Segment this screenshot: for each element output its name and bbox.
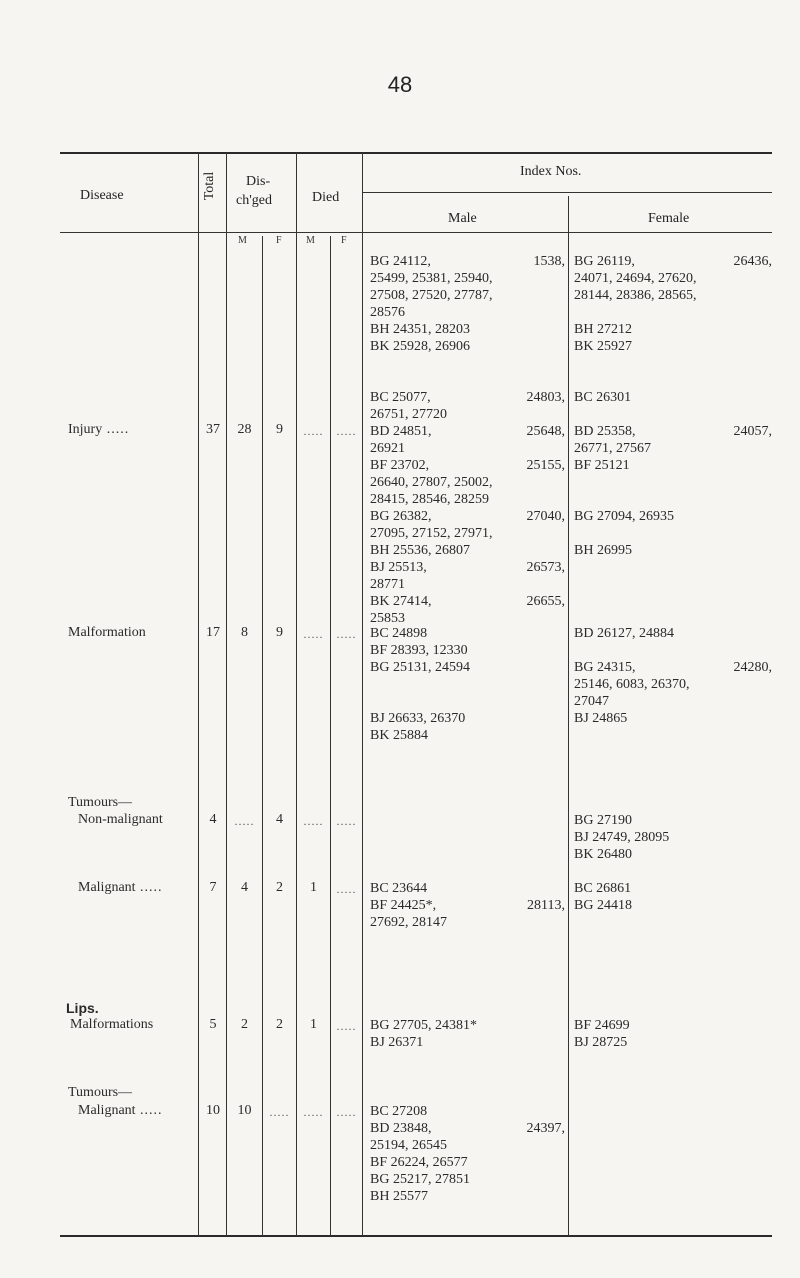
index-line: BJ 26371	[370, 1035, 424, 1050]
injury-male-index	[370, 253, 565, 627]
lip-malformations-died-m: 1	[310, 1017, 317, 1032]
injury-died-m: .....	[303, 424, 324, 438]
index-number: BF 23702,	[370, 458, 430, 473]
index-number: BG 26382,	[370, 509, 432, 524]
index-number: 1538,	[533, 254, 565, 269]
malignant-died-f: .....	[336, 882, 357, 896]
index-line: 25194, 26545	[370, 1138, 447, 1153]
injury-dis-m: 28	[237, 422, 252, 437]
index-number: 26655,	[526, 594, 565, 609]
index-line: 25853	[370, 611, 405, 626]
index-number: BG 24315,	[574, 660, 636, 675]
malformation-dis-m: 8	[241, 625, 248, 640]
header-male: Male	[448, 211, 477, 226]
non-malignant-died-m: .....	[303, 814, 324, 828]
index-line: 26771, 27567	[574, 441, 651, 456]
disease-non-malignant: Non-malignant	[78, 812, 163, 827]
index-number: 24280,	[733, 660, 772, 675]
index-line: BF 26224, 26577	[370, 1155, 468, 1170]
header-discharged-l2: ch'ged	[236, 193, 272, 208]
index-line: BC 26861	[574, 881, 632, 896]
index-line: 27095, 27152, 27971,	[370, 526, 493, 541]
index-line: BG 27705, 24381*	[370, 1018, 477, 1033]
sub-died-f: F	[341, 235, 347, 246]
index-line: 27508, 27520, 27787,	[370, 288, 493, 303]
malformation-female-index	[574, 625, 772, 727]
injury-died-f: .....	[336, 424, 357, 438]
index-number: 24803,	[526, 390, 565, 405]
index-line	[574, 372, 772, 389]
malformation-died-m: .....	[303, 627, 324, 641]
disease-tumours-heading: Tumours—	[68, 795, 133, 810]
index-line	[370, 593, 565, 610]
malignant-dis-m: 4	[241, 880, 248, 895]
col-rule-died-mid	[330, 236, 331, 1236]
index-line	[370, 423, 565, 440]
lip-malignant-total: 10	[206, 1103, 220, 1118]
index-line: BH 26995	[574, 543, 632, 558]
lip-malformations-female-index	[574, 1017, 772, 1051]
index-line: BG 24418	[574, 898, 632, 913]
index-line: BK 25884	[370, 728, 428, 743]
index-line: 25499, 25381, 25940,	[370, 271, 493, 286]
col-rule-total-left	[198, 152, 199, 1236]
non-malignant-died-f: .....	[336, 814, 357, 828]
index-line	[370, 253, 565, 270]
lip-malignant-died-m: .....	[303, 1105, 324, 1119]
index-line	[370, 693, 565, 710]
lip-malignant-dis-m: 10	[237, 1103, 252, 1118]
disease-malformation: Malformation	[68, 625, 146, 640]
sub-dis-m: M	[238, 235, 247, 246]
col-rule-died-right	[362, 152, 363, 1236]
index-line: 28576	[370, 305, 405, 320]
index-number: 28113,	[527, 898, 565, 913]
header-died: Died	[312, 190, 340, 205]
index-number: 25648,	[526, 424, 565, 439]
disease-lip-malignant: Malignant .....	[78, 1103, 163, 1118]
index-line: 28415, 28546, 28259	[370, 492, 489, 507]
page-number: 48	[387, 72, 413, 97]
sub-died-m: M	[306, 235, 315, 246]
index-line	[574, 355, 772, 372]
index-number: 24057,	[733, 424, 772, 439]
header-discharged-l1: Dis-	[246, 174, 271, 189]
index-line	[370, 559, 565, 576]
index-line: BJ 28725	[574, 1035, 628, 1050]
index-line	[370, 508, 565, 525]
table-bottom-rule	[60, 1235, 772, 1237]
disease-malignant: Malignant .....	[78, 880, 163, 895]
header-female: Female	[648, 211, 690, 226]
index-line: BG 25131, 24594	[370, 660, 470, 675]
index-number: BG 24112,	[370, 254, 431, 269]
index-line: 28771	[370, 577, 405, 592]
header-total: Total	[202, 171, 217, 201]
malformation-total: 17	[206, 625, 220, 640]
disease-lip-malformations: Malformations	[70, 1017, 154, 1032]
index-number: BC 25077,	[370, 390, 431, 405]
lip-malformations-male-index	[370, 1017, 565, 1051]
non-malignant-total: 4	[209, 812, 217, 827]
non-malignant-dis-m: .....	[234, 814, 255, 828]
index-number: BD 24851,	[370, 424, 432, 439]
injury-female-index	[574, 253, 772, 559]
col-rule-male-female	[568, 196, 569, 1236]
lip-malformations-dis-m: 2	[241, 1017, 248, 1032]
index-line: BH 24351, 28203	[370, 322, 470, 337]
index-line: BJ 24865	[574, 711, 628, 726]
lip-malformations-total: 5	[209, 1017, 217, 1032]
index-line: BK 25928, 26906	[370, 339, 470, 354]
index-line: 25146, 6083, 26370,	[574, 677, 690, 692]
index-line: BJ 26633, 26370	[370, 711, 466, 726]
lip-malignant-male-index	[370, 1103, 565, 1205]
index-number: 27040,	[526, 509, 565, 524]
index-line: BG 27094, 26935	[574, 509, 674, 524]
malignant-died-m: 1	[310, 880, 317, 895]
header-disease: Disease	[80, 188, 124, 203]
index-line	[574, 642, 772, 659]
lip-malformations-dis-f: 2	[276, 1017, 283, 1032]
index-line: BG 25217, 27851	[370, 1172, 470, 1187]
section-lips: Lips.	[66, 1000, 99, 1016]
index-line: 26640, 27807, 25002,	[370, 475, 493, 490]
lip-malformations-died-f: .....	[336, 1019, 357, 1033]
index-line	[574, 423, 772, 440]
index-line: 26921	[370, 441, 405, 456]
index-line: BC 24898	[370, 626, 428, 641]
index-line: BJ 24749, 28095	[574, 830, 670, 845]
index-line: BF 28393, 12330	[370, 643, 468, 658]
malignant-female-index	[574, 880, 772, 914]
index-line: BC 26301	[574, 390, 632, 405]
index-number: BD 25358,	[574, 424, 636, 439]
lip-malignant-dis-f: .....	[269, 1105, 290, 1119]
malignant-male-index	[370, 880, 565, 931]
index-line	[574, 491, 772, 508]
index-line: BF 25121	[574, 458, 630, 473]
injury-dis-f: 9	[276, 422, 283, 437]
header-index: Index Nos.	[520, 164, 582, 179]
non-malignant-female-index	[574, 812, 772, 863]
index-line	[574, 659, 772, 676]
header-bottom-rule	[60, 232, 772, 233]
lip-malignant-died-f: .....	[336, 1105, 357, 1119]
col-rule-dis-mid	[262, 236, 263, 1236]
index-number: 26573,	[526, 560, 565, 575]
index-line: 26751, 27720	[370, 407, 447, 422]
index-line: 24071, 24694, 27620,	[574, 271, 697, 286]
index-number: 24397,	[526, 1121, 565, 1136]
index-number: BK 27414,	[370, 594, 432, 609]
index-line: BD 26127, 24884	[574, 626, 674, 641]
index-line	[370, 355, 565, 372]
index-line	[574, 253, 772, 270]
index-number: 25155,	[526, 458, 565, 473]
index-subheader-rule	[362, 192, 772, 193]
injury-total: 37	[206, 422, 220, 437]
col-rule-dis-right	[296, 152, 297, 1236]
index-line	[370, 389, 565, 406]
index-line: BC 23644	[370, 881, 428, 896]
index-number: BF 24425*,	[370, 898, 437, 913]
index-line: BH 27212	[574, 322, 632, 337]
index-line	[574, 474, 772, 491]
index-line	[370, 676, 565, 693]
index-line: BH 25577	[370, 1189, 428, 1204]
malignant-total: 7	[209, 880, 217, 895]
index-line: BH 25536, 26807	[370, 543, 470, 558]
index-line	[370, 372, 565, 389]
index-line	[574, 304, 772, 321]
index-line: BK 26480	[574, 847, 632, 862]
index-line	[574, 406, 772, 423]
index-number: 26436,	[733, 254, 772, 269]
index-line	[370, 457, 565, 474]
index-number: BJ 25513,	[370, 560, 427, 575]
non-malignant-dis-f: 4	[276, 812, 283, 827]
table-top-rule	[60, 152, 772, 154]
index-number: BG 26119,	[574, 254, 635, 269]
index-line: BC 27208	[370, 1104, 428, 1119]
index-line: BK 25927	[574, 339, 632, 354]
index-line: BF 24699	[574, 1018, 630, 1033]
index-line	[370, 1120, 565, 1137]
index-number: BD 23848,	[370, 1121, 432, 1136]
malformation-dis-f: 9	[276, 625, 283, 640]
index-line: BG 27190	[574, 813, 632, 828]
malformation-male-index	[370, 625, 565, 744]
index-line: 27047	[574, 694, 609, 709]
disease-lip-tumours-heading: Tumours—	[68, 1085, 133, 1100]
disease-injury: Injury .....	[68, 422, 130, 437]
sub-dis-f: F	[276, 235, 282, 246]
index-line: 28144, 28386, 28565,	[574, 288, 697, 303]
malignant-dis-f: 2	[276, 880, 283, 895]
col-rule-total-right	[226, 152, 227, 1236]
index-line	[574, 525, 772, 542]
malformation-died-f: .....	[336, 627, 357, 641]
index-line	[370, 897, 565, 914]
index-line: 27692, 28147	[370, 915, 447, 930]
